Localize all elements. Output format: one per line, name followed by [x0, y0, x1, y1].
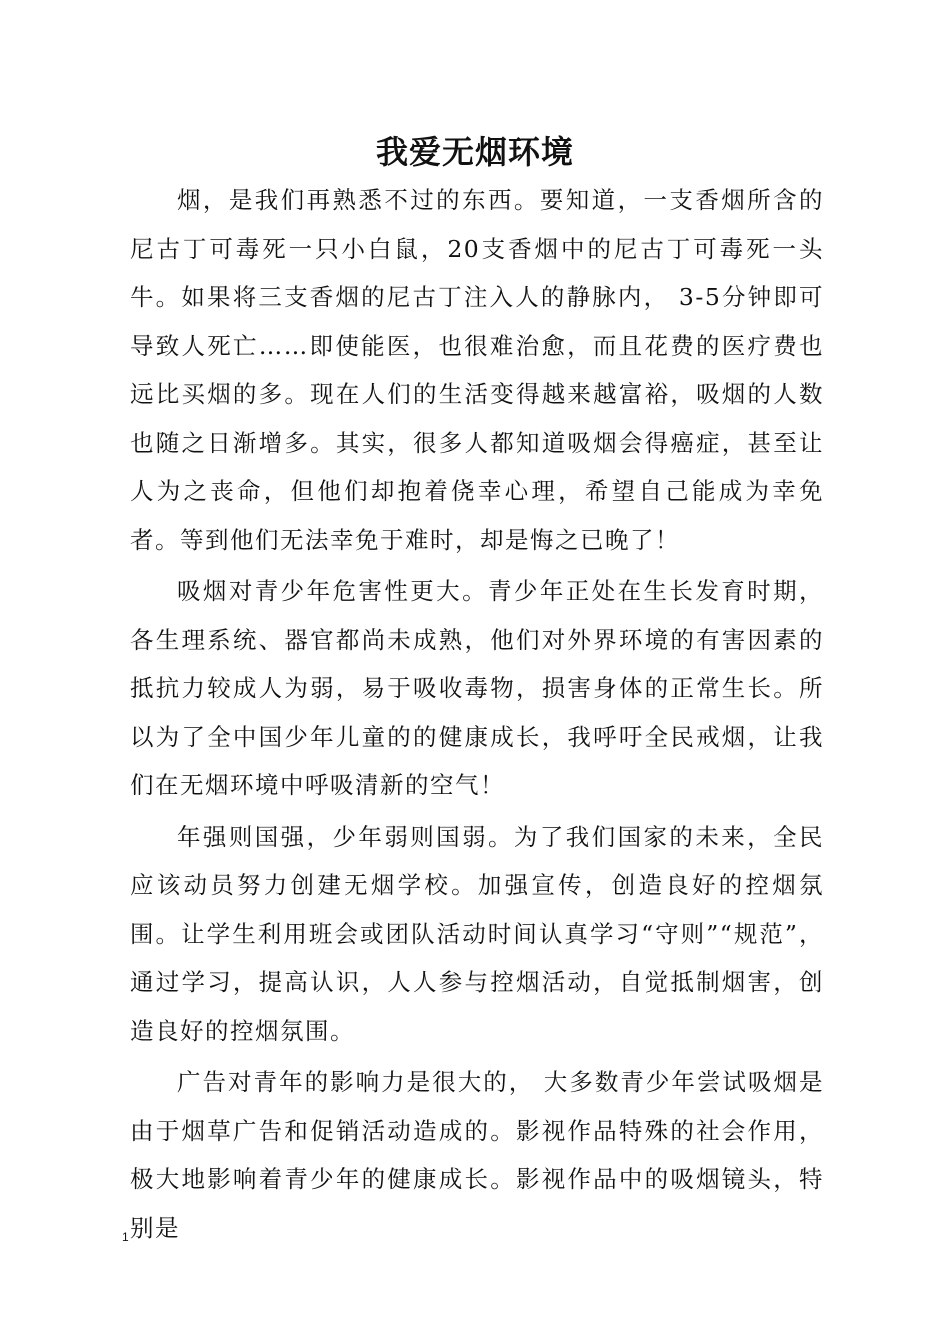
- document-title: 我爱无烟环境: [375, 133, 574, 171]
- document-body: [130, 176, 824, 1255]
- paragraph-4: 广告对青年的影响力是很大的， 大多数青少年尝试吸烟是由于烟草广告和促销活动造成的。影视作品特殊的社会作用，极大地影响着青少年的健康成长。影视作品中的吸烟镜头，特别是: [130, 1068, 824, 1242]
- paragraph-3: 年强则国强，少年弱则国弱。为了我们国家的未来，全民应该动员努力创建无烟学校。加强宣传，创造良好的控烟氛围。让学生利用班会或团队活动时间认真学习“守则”“规范”，通过学习，提高认识，人人参与控烟活动，自觉抵制烟害，创造良好的控烟氛围。: [130, 822, 824, 1045]
- paragraph-2: 吸烟对青少年危害性更大。青少年正处在生长发育时期，各生理系统、器官都尚未成熟，他们对外界环境的有害因素的抵抗力较成人为弱，易于吸收毒物，损害身体的正常生长。所以为了全中国少年儿童的的健康成长，我呼吁全民戒烟，让我们在无烟环境中呼吸清新的空气！: [130, 577, 824, 799]
- paragraph-1: 烟，是我们再熟悉不过的东西。要知道，一支香烟所含的尼古丁可毒死一只小白鼠，20支香烟中的尼古丁可毒死一头牛。如果将三支香烟的尼古丁注入人的静脉内， 3-5分钟即可导致人死亡……即使能医，也很难治愈，而且花费的医疗费也远比买烟的多。现在人们的生活变得越来越富裕，吸烟的人数也随之日渐增多。其实，很多人都知道吸烟会得癌症，甚至让人为之丧命，但他们却抱着侥幸心理，希望自己能成为幸免者。等到他们无法幸免于难时，却是悔之已晚了！: [130, 186, 824, 554]
- page-number: 1: [122, 1230, 129, 1244]
